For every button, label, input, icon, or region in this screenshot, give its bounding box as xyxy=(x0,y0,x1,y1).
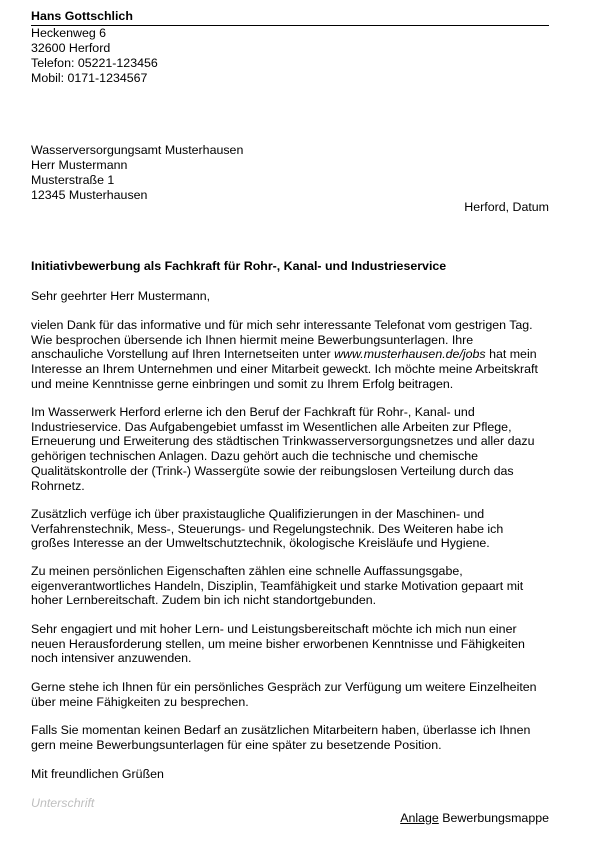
paragraph-line: Falls Sie momentan keinen Bedarf an zusätzlichen Mitarbeitern haben, überlasse ich Ihnen xyxy=(31,723,531,737)
paragraph-line: über meine Fähigkeiten zu besprechen. xyxy=(31,694,249,709)
text-segment: anschauliche Vorstellung auf Ihren Internetseiten unter xyxy=(31,347,335,362)
signature-placeholder: Unterschrift xyxy=(31,796,95,810)
paragraph-line: neuen Herausforderung stellen, um meine bisher erworbenen Kenntnisse und Fähigkeiten xyxy=(31,636,525,651)
paragraph-line: noch intensiver anzuwenden. xyxy=(31,651,192,666)
paragraph-line: großes Interesse an der Umweltschutztechnik, ökologische Kreisläufe und Hygiene. xyxy=(31,536,490,551)
salutation: Sehr geehrter Herr Mustermann, xyxy=(31,289,211,303)
paragraph-line: gern meine Bewerbungsunterlagen für eine später zu besetzende Position. xyxy=(31,737,442,752)
paragraph-line: Erneuerung und Erweiterung des städtischen Trinkwasserversorgungsnetzes und aller dazu xyxy=(31,434,535,449)
paragraph-motivation xyxy=(31,622,551,666)
subject-line: Initiativbewerbung als Fachkraft für Rohr-, Kanal- und Industrieservice xyxy=(31,259,447,273)
recipient-block xyxy=(31,143,243,203)
paragraph-thanks xyxy=(31,318,551,392)
paragraph-future-position xyxy=(31,723,551,752)
paragraph-personal-traits xyxy=(31,564,551,608)
paragraph-line: hoher Lernbereitschaft. Zudem bin ich nicht standortgebunden. xyxy=(31,593,377,608)
paragraph-line: und meine Kenntnisse gerne einbringen und somit zu Ihrem Erfolg beitragen. xyxy=(31,376,454,391)
paragraph-line: Rohrnetz. xyxy=(31,478,85,493)
jobs-website-link[interactable]: www.musterhausen.de/jobs xyxy=(334,347,486,362)
paragraph-line: Verfahrenstechnik, Mess-, Steuerungs- und Regelungstechnik. Des Weiteren habe ich xyxy=(31,521,504,536)
sender-phone: Telefon: 05221-123456 xyxy=(31,56,158,70)
paragraph-line: Wie besprochen übersende ich Ihnen hiermit meine Bewerbungsunterlagen. Ihre xyxy=(31,332,474,347)
paragraph-interview xyxy=(31,680,551,709)
text-segment: hat mein xyxy=(485,347,537,362)
paragraph-line: vielen Dank für das informative und für mich sehr interessante Telefonat vom gestrigen Tag. xyxy=(31,318,533,332)
paragraph-line: Qualitätskontrolle der (Trink-) Wassergüte sowie der reibungslosen Verteilung durch das xyxy=(31,463,514,478)
sender-street: Heckenweg 6 xyxy=(31,26,107,40)
enclosure-text: Bewerbungsmappe xyxy=(438,811,549,825)
recipient-city: 12345 Musterhausen xyxy=(31,188,148,202)
paragraph-qualifications xyxy=(31,507,551,551)
paragraph-line: Zusätzlich verfüge ich über praxistaugliche Qualifizierungen in der Maschinen- und xyxy=(31,507,485,521)
paragraph-line: Interesse an Ihrem Unternehmen und einer Mitarbeit geweckt. Ich möchte meine Arbeitskraft xyxy=(31,362,538,377)
recipient-contact: Herr Mustermann xyxy=(31,158,128,172)
sender-city: 32600 Herford xyxy=(31,41,111,55)
letter-page xyxy=(31,0,551,850)
place-date: Herford, Datum xyxy=(464,200,549,214)
paragraph-line xyxy=(31,347,551,362)
sender-mobile: Mobil: 0171-1234567 xyxy=(31,71,148,85)
enclosure-line xyxy=(400,811,549,826)
paragraph-line: Gerne stehe ich Ihnen für ein persönliches Gespräch zur Verfügung um weitere Einzelheiten xyxy=(31,680,537,694)
sender-block xyxy=(31,9,549,86)
paragraph-line: Sehr engagiert und mit hoher Lern- und Leistungsbereitschaft möchte ich mich nun einer xyxy=(31,622,517,636)
enclosure-label: Anlage xyxy=(400,811,439,825)
recipient-organization: Wasserversorgungsamt Musterhausen xyxy=(31,143,244,157)
closing: Mit freundlichen Grüßen xyxy=(31,767,164,781)
recipient-street: Musterstraße 1 xyxy=(31,173,115,187)
sender-name: Hans Gottschlich xyxy=(31,9,549,26)
paragraph-line: Zu meinen persönlichen Eigenschaften zählen eine schnelle Auffassungsgabe, xyxy=(31,564,463,578)
paragraph-line: Industrieservice. Das Aufgabengebiet umfasst im Wesentlichen alle Arbeiten zur Pflege, xyxy=(31,419,512,434)
paragraph-line: eigenverantwortliches Handeln, Disziplin, Teamfähigkeit und starke Motivation gepaart mit xyxy=(31,578,524,593)
paragraph-line: gehörigen technischen Anlagen. Dazu gehört auch die technische und chemische xyxy=(31,449,479,464)
paragraph-training xyxy=(31,405,551,493)
paragraph-line: Im Wasserwerk Herford erlerne ich den Beruf der Fachkraft für Rohr-, Kanal- und xyxy=(31,405,475,419)
